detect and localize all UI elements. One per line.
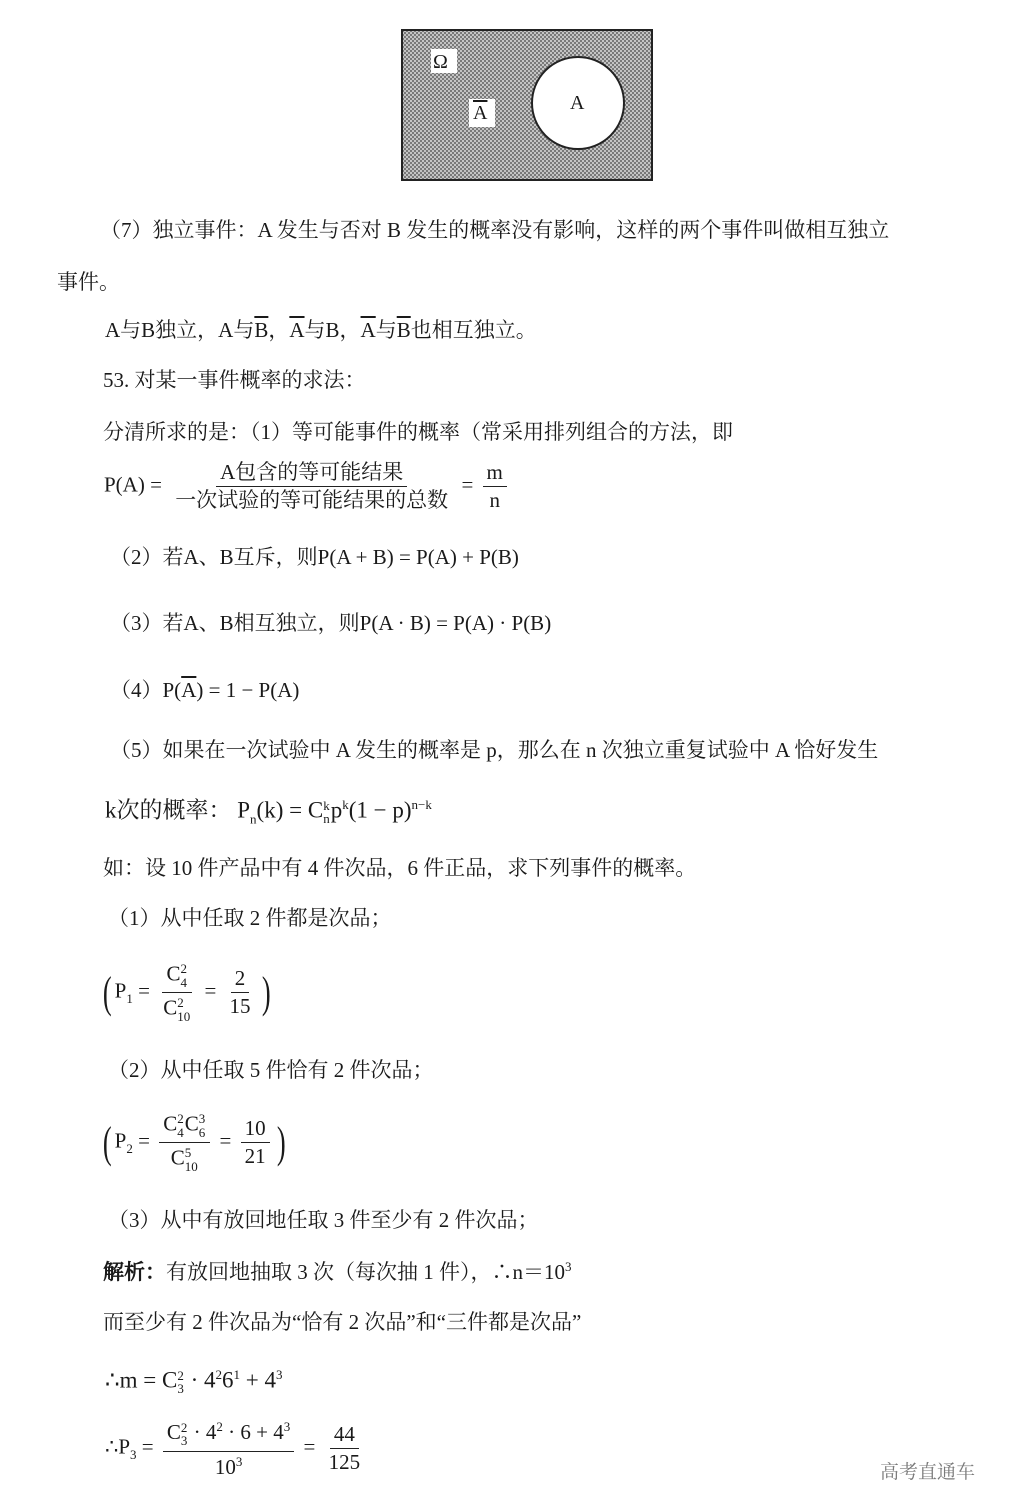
- watermark: 高考直通车: [880, 1461, 976, 1483]
- text: P: [237, 797, 251, 823]
- text: =: [461, 472, 474, 497]
- text: C: [166, 1420, 181, 1444]
- text: 3: [235, 1453, 243, 1469]
- text: 2: [231, 968, 250, 993]
- text: k次的概率：: [105, 797, 232, 823]
- text: C: [166, 961, 181, 986]
- text: 与: [375, 318, 397, 342]
- text: ，: [268, 318, 290, 342]
- analysis-m-intro: 而至少有 2 件次品为“恰有 2 次品”和“三件都是次品”: [103, 1310, 582, 1334]
- text: 2: [180, 961, 187, 976]
- text: 与B，: [304, 318, 361, 342]
- text: 3: [283, 1419, 291, 1434]
- fraction-numerator: A包含的等可能结果: [216, 462, 407, 487]
- section-53-title: 53. 对某一事件概率的求法：: [103, 368, 366, 392]
- text: 2: [215, 1367, 223, 1382]
- text: · 4: [188, 1420, 217, 1444]
- example-q2: （2）从中任取 5 件恰有 2 件次品；: [108, 1058, 434, 1082]
- text: 3: [565, 1259, 572, 1274]
- text: 21: [244, 1144, 266, 1169]
- text: 3: [198, 1111, 206, 1126]
- text: 10: [214, 1454, 236, 1479]
- text: · 6 + 4: [222, 1420, 284, 1444]
- text: =: [138, 1128, 150, 1153]
- text: C: [163, 995, 178, 1020]
- analysis-line: [103, 1260, 572, 1283]
- example-p2: ( $P_2$ = C 2 4 C 3 6 C 5 10 = $\frac{10}{21}$ ): [102, 1111, 286, 1174]
- text: 2: [126, 1140, 133, 1156]
- text: $\overline{A}$: [181, 678, 197, 702]
- set-a-label: A: [570, 92, 585, 114]
- m-formula: [105, 1368, 283, 1396]
- text: $\overline{A}$: [289, 318, 305, 342]
- text: 10: [177, 1008, 191, 1024]
- text: 125: [328, 1450, 361, 1475]
- independent-pairs: [105, 320, 537, 341]
- fraction-denominator: n: [489, 488, 500, 512]
- text: 3: [130, 1446, 137, 1462]
- text: · 4: [184, 1367, 216, 1393]
- text: 2: [177, 995, 184, 1011]
- text: 1: [126, 990, 133, 1006]
- text: P(A) =: [104, 472, 162, 497]
- text: $\overline{B}$: [396, 318, 411, 342]
- omega-label: Ω: [433, 51, 448, 73]
- text: 4: [177, 1124, 184, 1140]
- text: ∴m = C: [105, 1367, 178, 1393]
- complement-label: $\overline{A}$: [473, 102, 488, 124]
- rule-mutually-exclusive: （2）若A、B互斥，则P(A + B) = P(A) + P(B): [110, 545, 519, 569]
- text: (k) = C: [256, 797, 324, 823]
- text: ) = 1 − P(A): [196, 678, 300, 702]
- text: A与B独立，A与: [105, 318, 255, 342]
- text: ∴P: [105, 1434, 131, 1459]
- text: =: [141, 1434, 154, 1459]
- text: 3: [276, 1367, 283, 1382]
- text: C: [184, 1111, 199, 1136]
- text: 10: [241, 1118, 270, 1143]
- text: n: [250, 811, 257, 827]
- text: n: [323, 811, 330, 827]
- text: k: [342, 797, 349, 812]
- text: 2: [177, 1111, 184, 1126]
- example-p1: ( $P_1$ = C 2 4 C 2 10 = $\frac{2}{15}$ ): [102, 961, 271, 1024]
- fraction-denominator: 一次试验的等可能结果的总数: [175, 488, 449, 512]
- text: 2: [216, 1419, 223, 1434]
- independent-def-line2: 事件。: [57, 270, 120, 294]
- text: 4: [180, 974, 187, 990]
- text: 有放回地抽取 3 次（每次抽 1 件），∴n＝10: [166, 1260, 565, 1284]
- text: 也相互独立。: [410, 318, 537, 342]
- rule-binomial-formula: [105, 798, 432, 826]
- text: 6: [198, 1124, 206, 1140]
- text: 3: [177, 1381, 184, 1397]
- text: 6: [222, 1367, 234, 1393]
- text: =: [138, 978, 150, 1003]
- text: p: [330, 797, 343, 823]
- formula-equal-likelihood: [104, 462, 511, 511]
- text: C: [163, 1111, 178, 1136]
- independent-def-line1: （7）独立事件：A 发生与否对 B 发生的概率没有影响，这样的两个事件叫做相互独立: [100, 218, 890, 242]
- text: P: [114, 978, 127, 1003]
- analysis-label: 解析：: [103, 1260, 166, 1284]
- rule-independent: （3）若A、B相互独立，则P(A · B) = P(A) · P(B): [110, 611, 552, 635]
- text: 44: [330, 1424, 359, 1449]
- text: $\overline{B}$: [254, 318, 269, 342]
- text: 15: [229, 994, 251, 1019]
- p3-formula: [105, 1420, 368, 1478]
- text: 2: [177, 1367, 184, 1383]
- section-53-intro: 分清所求的是：（1）等可能事件的概率（常采用排列组合的方法，即: [103, 420, 733, 444]
- fraction-numerator: m: [483, 462, 507, 487]
- text: =: [219, 1128, 232, 1153]
- text: 10: [184, 1158, 198, 1174]
- text: 2: [180, 1419, 188, 1435]
- text: (1 − p): [348, 797, 412, 823]
- rule-complement: [110, 680, 299, 701]
- example-intro: 如：设 10 件产品中有 4 件次品，6 件正品，求下列事件的概率。: [103, 856, 697, 880]
- text: 1: [233, 1367, 241, 1382]
- text: P: [114, 1128, 127, 1153]
- text: 3: [180, 1433, 188, 1449]
- text: k: [323, 797, 330, 813]
- text: 5: [184, 1145, 192, 1161]
- text: =: [303, 1434, 316, 1459]
- text: $\overline{A}$: [360, 318, 376, 342]
- rule-binomial-line1: （5）如果在一次试验中 A 发生的概率是 p，那么在 n 次独立重复试验中 A 恰好发生: [110, 738, 879, 762]
- example-q3: （3）从中有放回地任取 3 件至少有 2 件次品；: [108, 1208, 539, 1232]
- text: n−k: [411, 797, 432, 812]
- example-q1: （1）从中任取 2 件都是次品；: [108, 906, 392, 930]
- text: + 4: [240, 1367, 276, 1393]
- text: =: [204, 978, 217, 1003]
- text: C: [170, 1145, 185, 1170]
- text: （4）P(: [110, 678, 182, 702]
